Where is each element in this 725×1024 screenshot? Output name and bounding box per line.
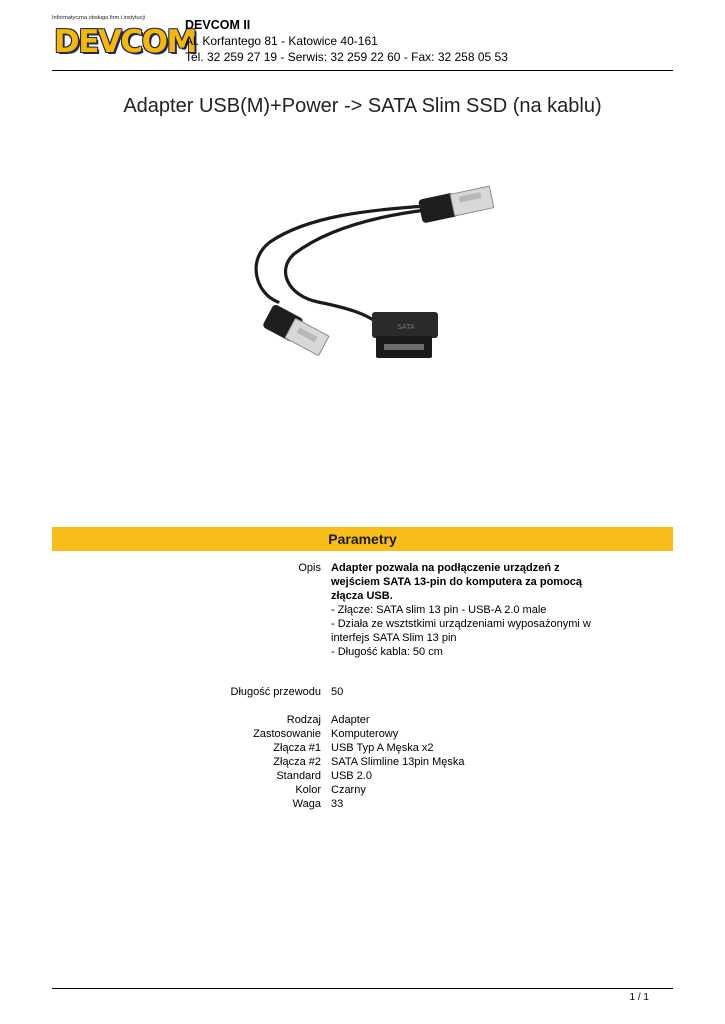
param-label: Zastosowanie	[253, 728, 321, 740]
param-label: Waga	[292, 798, 321, 810]
company-info	[185, 17, 508, 65]
param-value: Czarny	[331, 784, 366, 796]
adapter-label: SATA	[397, 323, 415, 331]
param-value: USB Typ A Męska x2	[331, 742, 434, 754]
param-value: 50	[331, 686, 344, 698]
param-label: Opis	[298, 562, 321, 574]
param-value: 33	[331, 798, 344, 810]
description-line: wejściem SATA 13-pin do komputera za pomocą	[331, 576, 583, 588]
product-title: Adapter USB(M)+Power -> SATA Slim SSD (na kablu)	[123, 95, 602, 117]
logo-tagline: Informatyczna obsługa firm i instytucji	[52, 15, 145, 21]
page-number: 1 / 1	[629, 992, 649, 1003]
usb-connector-top	[418, 186, 494, 223]
company-name: DEVCOM II	[185, 18, 251, 32]
description-line: - Złącze: SATA slim 13 pin - USB-A 2.0 male	[331, 604, 547, 616]
param-value: Adapter	[331, 714, 370, 726]
company-address: Al. Korfantego 81 - Katowice 40-161	[185, 34, 378, 48]
sata-adapter	[372, 312, 438, 358]
footer-divider	[52, 988, 673, 989]
description-line: - Działa ze wsztstkimi urządzeniami wyposażonymi w	[331, 618, 591, 630]
company-logo	[52, 14, 196, 62]
param-value: SATA Slimline 13pin Męska	[331, 756, 465, 768]
param-value-description	[331, 561, 596, 659]
description-line: - Długość kabla: 50 cm	[331, 646, 443, 658]
param-label: Złącza #1	[273, 742, 321, 754]
section-parametry: Parametry	[52, 527, 673, 551]
param-value: Komputerowy	[331, 728, 399, 740]
param-label: Kolor	[295, 784, 321, 796]
description-line: złącza USB.	[331, 590, 393, 602]
product-image	[248, 176, 504, 380]
param-label: Rodzaj	[286, 714, 321, 726]
description-line: interfejs SATA Slim 13 pin	[331, 632, 457, 644]
param-value: USB 2.0	[331, 770, 372, 782]
param-label: Złącza #2	[273, 756, 321, 768]
description-line: Adapter pozwala na podłączenie urządzeń z	[331, 562, 560, 574]
param-label: Długość przewodu	[230, 686, 321, 698]
usb-connector-bottom	[262, 304, 329, 356]
logo-wordmark: DEVCOM	[54, 24, 196, 60]
company-contact: Tel. 32 259 27 19 - Serwis: 32 259 22 60 - Fax: 32 258 05 53	[185, 50, 508, 64]
header-divider	[52, 70, 673, 71]
param-label: Standard	[276, 770, 321, 782]
